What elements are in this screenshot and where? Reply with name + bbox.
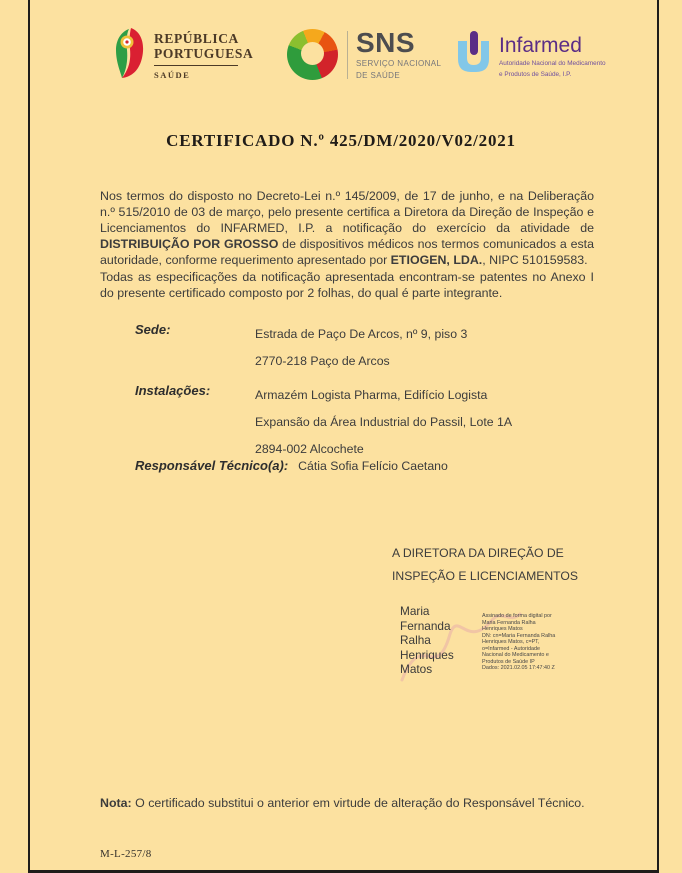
- sede-address-line1: Estrada de Paço De Arcos, nº 9, piso 3: [255, 327, 468, 341]
- signer-name-line4: Henriques: [400, 647, 454, 662]
- sede-label: Sede:: [135, 322, 171, 337]
- sns-logo: [287, 29, 441, 81]
- p1-text-2: de dispositivos médicos nos termos comunicados a esta autoridade, conforme requerimento apresentado por: [100, 237, 594, 267]
- signer-name-line1: Maria: [400, 604, 430, 618]
- republica-divider: [154, 65, 238, 66]
- p1-text: Nos termos do disposto no Decreto-Lei n.º 145/2009, de 17 de junho, e na Deliberação n.º 515/2010 de 03 de março, pelo presente certifica a Diretora da Direção de Inspeção e Licenciamentos do INFARMED, I.P. a notificação do exercício da atividade de: [100, 189, 594, 235]
- infarmed-subtitle-line2: e Produtos de Saúde, I.P.: [499, 71, 572, 78]
- p1-text-3: , NIPC 510159583.: [482, 253, 588, 267]
- republica-title-line2: PORTUGUESA: [154, 46, 254, 61]
- instalacoes-address-line2: Expansão da Área Industrial do Passil, Lote 1A: [255, 415, 513, 429]
- digital-sig-line4: DN: cn=Maria Fernanda Ralha: [482, 632, 556, 639]
- sede-address-line2: 2770-218 Paço de Arcos: [255, 354, 390, 368]
- digital-sig-line5: Henriques Matos, c=PT,: [482, 639, 540, 645]
- signer-name-line5: Matos: [400, 662, 433, 677]
- signer-role-line2: INSPEÇÃO E LICENCIAMENTOS: [392, 569, 579, 583]
- signer-name-line2: Fernanda: [400, 618, 451, 633]
- sns-swirl-icon: [287, 29, 338, 80]
- footnote-label: Nota:: [100, 796, 132, 810]
- p1-activity-bold: DISTRIBUIÇÃO POR GROSSO: [100, 237, 279, 251]
- digital-sig-line1: Assinado de forma digital por: [482, 613, 552, 619]
- certificate-title: CERTIFICADO N.º 425/DM/2020/V02/2021: [166, 131, 516, 150]
- portuguese-flag-icon: [115, 27, 145, 84]
- infarmed-subtitle-line1: Autoridade Nacional do Medicamento: [499, 60, 606, 67]
- footnote: [100, 796, 600, 810]
- infarmed-logo: [455, 31, 606, 79]
- footnote-text: O certificado substitui o anterior em virtude de alteração do Responsável Técnico.: [131, 796, 585, 810]
- sns-subtitle-line2: DE SAÚDE: [356, 71, 401, 80]
- republica-subtitle: SAÚDE: [154, 70, 191, 80]
- digital-signature-details: [482, 613, 582, 672]
- p1-company-bold: ETIOGEN, LDA.: [390, 253, 483, 267]
- signer-name-line3: Ralha: [400, 633, 431, 648]
- digital-sig-line2: Maria Fernanda Ralha: [482, 619, 536, 626]
- field-responsavel-tecnico: [135, 458, 448, 474]
- instalacoes-address-line3: 2894-002 Alcochete: [255, 442, 364, 456]
- republica-portuguesa-logo: [115, 27, 253, 84]
- digital-sig-line6: o=Infarmed - Autoridade: [482, 645, 540, 652]
- infarmed-mortar-pestle-icon: [455, 31, 492, 76]
- field-instalacoes: [135, 383, 512, 463]
- digital-sig-line7: Nacional do Medicamento e: [482, 652, 549, 658]
- digital-sig-line8: Produtos de Saúde IP: [482, 658, 535, 665]
- body-paragraph-2: Todas as especificações da notificação apresentada encontram-se patentes no Anexo I do presente certificado composto por 2 folhas, do qual é parte integrante.: [100, 270, 594, 300]
- instalacoes-address-line1: Armazém Logista Pharma, Edifício Logista: [255, 388, 488, 402]
- signer-role-line1: A DIRETORA DA DIREÇÃO DE: [392, 546, 564, 560]
- field-sede: [135, 322, 467, 375]
- sns-subtitle-line1: SERVIÇO NACIONAL: [356, 59, 442, 68]
- body-paragraph-1: [100, 188, 594, 268]
- responsavel-name: Cátia Sofia Felício Caetano: [298, 459, 448, 473]
- instalacoes-label: Instalações:: [135, 383, 211, 398]
- form-reference-code: M-L-257/8: [100, 848, 152, 860]
- responsavel-label: Responsável Técnico(a):: [135, 458, 289, 473]
- digital-sig-line3: Henriques Matos: [482, 626, 523, 632]
- republica-title-line1: REPÚBLICA: [154, 31, 239, 46]
- digital-sig-line9: Dados: 2021.02.05 17:47:40 Z: [482, 665, 555, 671]
- infarmed-name: Infarmed: [499, 34, 582, 57]
- sns-acronym: SNS: [356, 27, 416, 58]
- signer-role: [392, 542, 578, 588]
- sns-divider: [347, 31, 348, 79]
- digital-signature-block: [400, 604, 585, 699]
